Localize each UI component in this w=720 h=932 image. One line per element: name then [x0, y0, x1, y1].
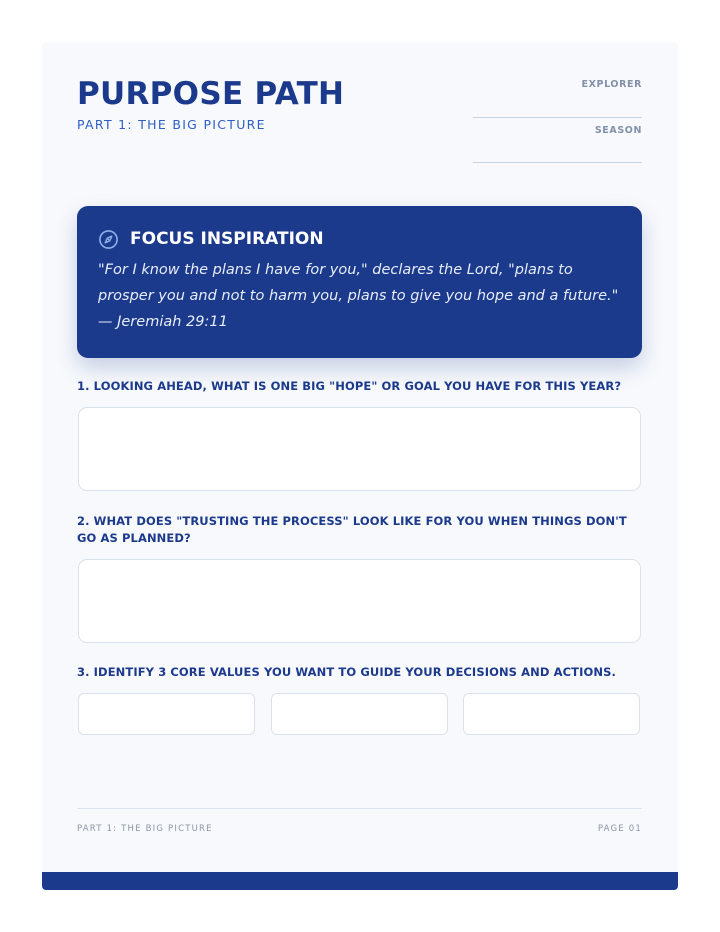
compass-icon [98, 229, 119, 250]
focus-header [98, 228, 324, 250]
explorer-field[interactable] [473, 42, 642, 118]
explorer-label: EXPLORER [581, 79, 642, 90]
footer-divider [77, 808, 642, 809]
question-3: 3. IDENTIFY 3 CORE VALUES YOU WANT TO GUIDE YOUR DECISIONS AND ACTIONS. [77, 665, 616, 679]
core-value-box-1[interactable] [78, 693, 255, 735]
page-number: PAGE 01 [597, 824, 642, 834]
question-1: 1. LOOKING AHEAD, WHAT IS ONE BIG "HOPE" OR GOAL YOU HAVE FOR THIS YEAR? [77, 379, 622, 393]
answer-box-2[interactable] [78, 559, 641, 643]
worksheet-page [42, 42, 678, 890]
answer-box-1[interactable] [78, 407, 641, 491]
season-label: SEASON [594, 125, 642, 136]
page-subtitle: PART 1: THE BIG PICTURE [77, 117, 266, 132]
page-title: PURPOSE PATH [77, 76, 345, 112]
core-value-box-3[interactable] [463, 693, 640, 735]
scripture-quote: "For I know the plans I have for you," declares the Lord, "plans to prosper you and not to harm you, plans to give you hope and a future." — Jeremiah 29:11 [98, 262, 619, 330]
season-field[interactable] [473, 118, 642, 163]
focus-title: FOCUS INSPIRATION [130, 229, 324, 249]
focus-inspiration-card [77, 206, 642, 358]
footer-section-label: PART 1: THE BIG PICTURE [77, 824, 213, 834]
bottom-accent-bar [42, 872, 678, 890]
question-2: 2. WHAT DOES "TRUSTING THE PROCESS" LOOK LIKE FOR YOU WHEN THINGS DON'T GO AS PLANNED? [77, 514, 627, 545]
core-value-box-2[interactable] [271, 693, 448, 735]
